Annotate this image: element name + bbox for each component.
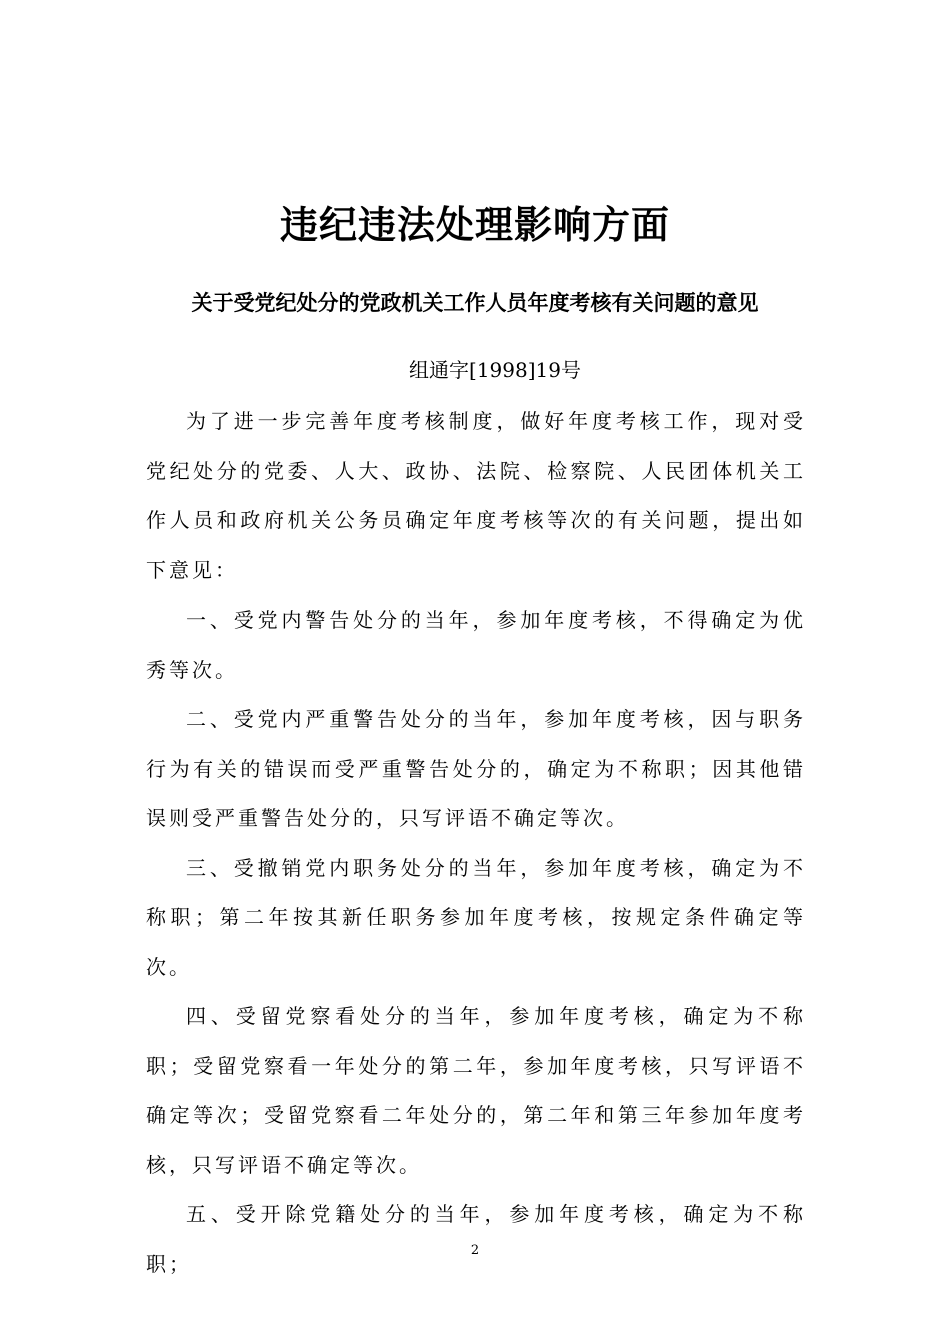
provision-paragraph-5: 五、受开除党籍处分的当年，参加年度考核，确定为不称职； <box>146 1202 806 1276</box>
provision-paragraph-2: 二、受党内严重警告处分的当年，参加年度考核，因与职务行为有关的错误而受严重警告处分的，确定为不称职；因其他错误则受严重警告处分的，只写评语不确定等次。 <box>146 707 806 830</box>
provisions-section <box>146 596 806 1289</box>
document-title: 违纪违法处理影响方面 <box>279 203 670 247</box>
provision-paragraph-4: 四、受留党察看处分的当年，参加年度考核，确定为不称职；受留党察看一年处分的第二年，参加年度考核，只写评语不确定等次；受留党察看二年处分的，第二年和第三年参加年度考核，只写评语不确定等次。 <box>146 1004 806 1177</box>
intro-paragraph: 为了进一步完善年度考核制度，做好年度考核工作，现对受党纪处分的党委、人大、政协、法院、检察院、人民团体机关工作人员和政府机关公务员确定年度考核等次的有关问题，提出如下意见： <box>146 409 806 582</box>
document-number: 组通字[1998]19号 <box>409 358 581 382</box>
provision-paragraph-3: 三、受撤销党内职务处分的当年，参加年度考核，确定为不称职；第二年按其新任职务参加年度考核，按规定条件确定等次。 <box>146 855 806 979</box>
provision-paragraph-1: 一、受党内警告处分的当年，参加年度考核，不得确定为优秀等次。 <box>146 608 806 682</box>
intro-section <box>146 397 806 595</box>
page-number: 2 <box>470 1243 480 1258</box>
document-subtitle: 关于受党纪处分的党政机关工作人员年度考核有关问题的意见 <box>191 291 759 315</box>
